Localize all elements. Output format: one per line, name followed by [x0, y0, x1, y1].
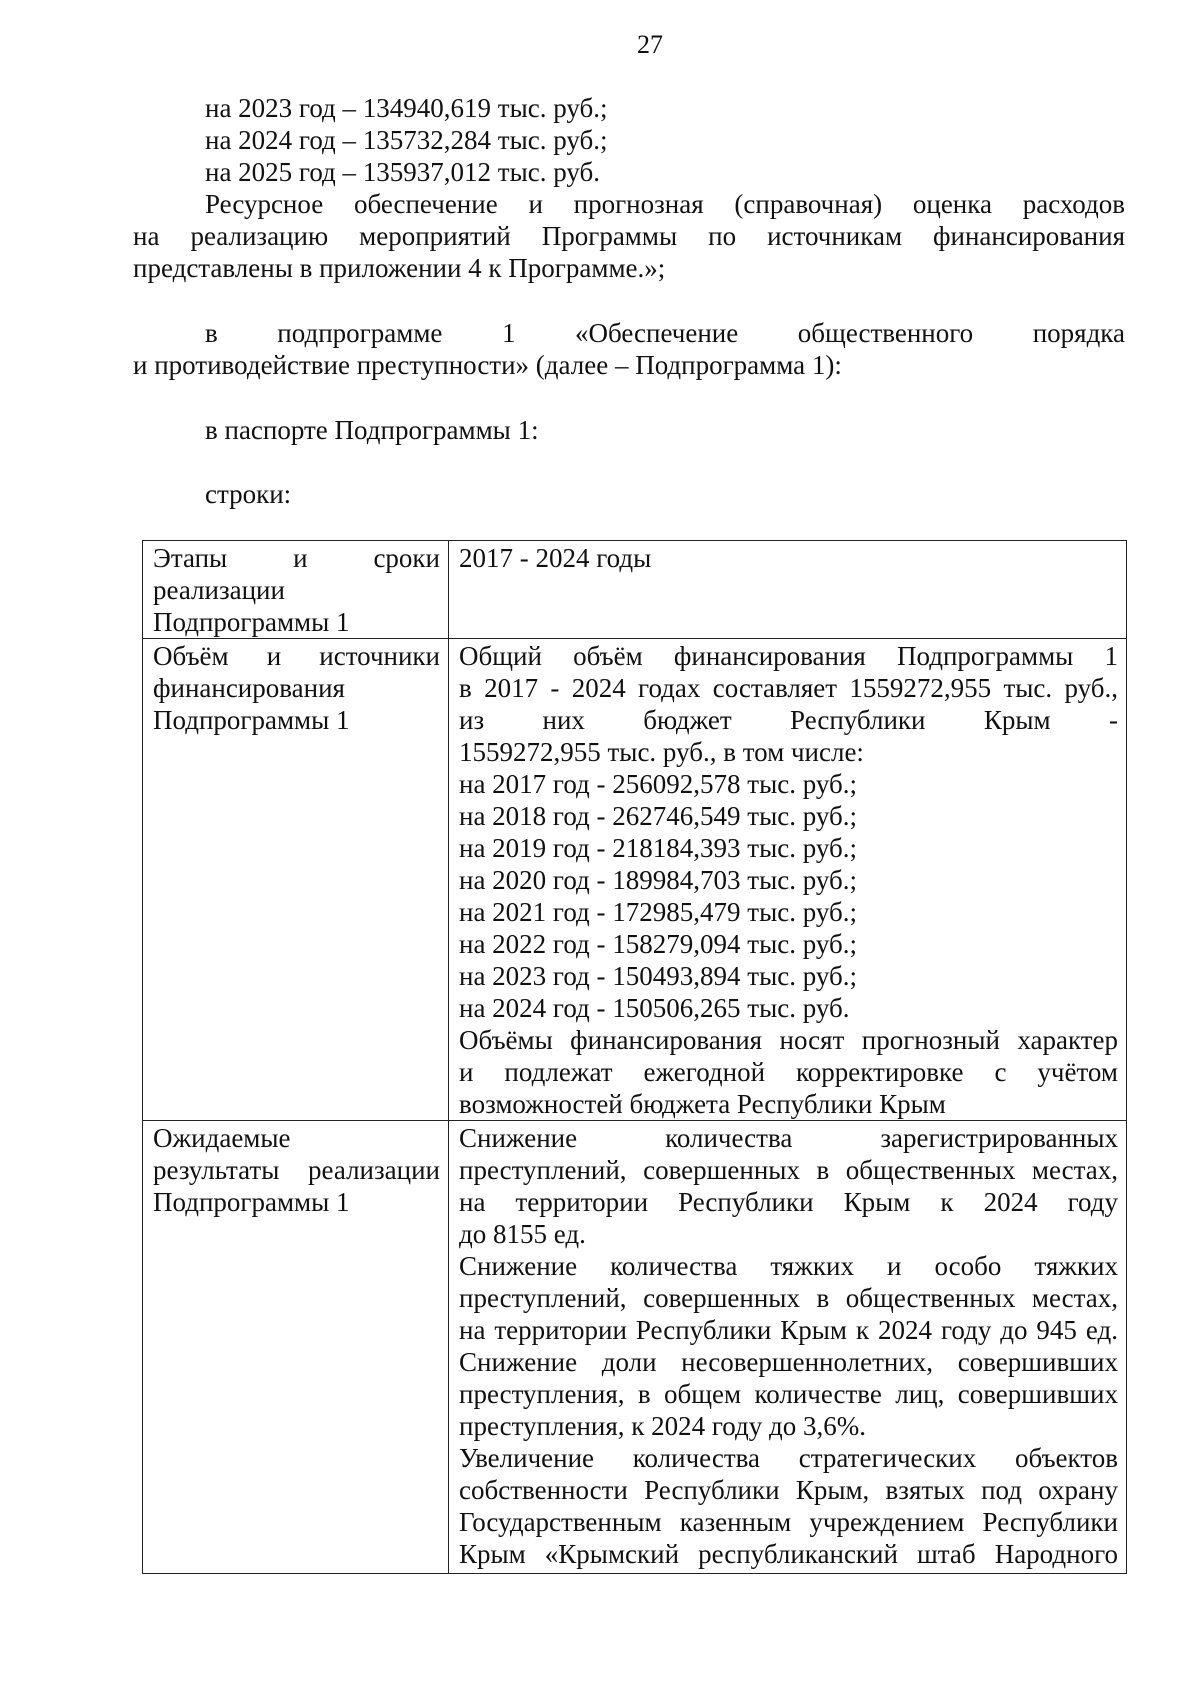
table-row-results	[143, 1121, 1127, 1574]
funding-label-line: Подпрограммы 1	[153, 705, 350, 735]
passport-heading: в паспорте Подпрограммы 1:	[205, 415, 539, 445]
rows-heading: строки:	[205, 479, 292, 509]
results-value-line: собственности Республики Крым, взятых под охрану	[459, 1475, 1118, 1505]
passport-table	[142, 540, 1127, 1574]
results-value-line: Снижение доли несовершеннолетних, совершивших	[459, 1347, 1118, 1377]
results-label-line: Подпрограммы 1	[153, 1187, 350, 1217]
stages-label-line: реализации	[153, 575, 285, 605]
funding-value-line: на 2019 год - 218184,393 тыс. руб.;	[459, 833, 857, 863]
results-value-line: Снижение количества зарегистрированных	[459, 1123, 1118, 1153]
results-value-line: Увеличение количества стратегических объектов	[459, 1443, 1118, 1473]
results-label-line: результаты реализации	[153, 1155, 440, 1185]
funding-label-cell	[143, 639, 449, 1121]
results-value-cell	[449, 1121, 1127, 1574]
amount-line-2023: на 2023 год – 134940,619 тыс. руб.;	[205, 93, 608, 123]
funding-label-line: Объём и источники	[153, 641, 440, 671]
stages-label-line: Этапы и сроки	[153, 543, 440, 573]
table-row-stages	[143, 541, 1127, 639]
funding-value-line: на 2024 год - 150506,265 тыс. руб.	[459, 993, 850, 1023]
funding-value-line: и подлежат ежегодной корректировке с учётом	[459, 1057, 1118, 1087]
funding-value-line: на 2021 год - 172985,479 тыс. руб.;	[459, 897, 857, 927]
funding-label-line: финансирования	[153, 673, 345, 703]
results-value-line: преступлений, совершенных в общественных местах,	[459, 1283, 1118, 1313]
results-value-line: на территории Республики Крым к 2024 году до 945 ед.	[459, 1315, 1118, 1345]
page-number: 27	[637, 30, 663, 59]
funding-value-line: на 2023 год - 150493,894 тыс. руб.;	[459, 961, 857, 991]
stages-value-cell	[449, 541, 1127, 639]
funding-value-line: на 2018 год - 262746,549 тыс. руб.;	[459, 801, 857, 831]
stages-label-cell	[143, 541, 449, 639]
resource-paragraph-line-1: Ресурсное обеспечение и прогнозная (справочная) оценка расходов	[205, 189, 1125, 219]
results-value-line: Государственным казенным учреждением Республики	[459, 1507, 1118, 1537]
stages-value: 2017 - 2024 годы	[459, 543, 652, 573]
funding-value-line: 1559272,955 тыс. руб., в том числе:	[459, 737, 864, 767]
results-value-line: до 8155 ед.	[459, 1219, 586, 1249]
table-row-funding	[143, 639, 1127, 1121]
funding-value-line: на 2017 год - 256092,578 тыс. руб.;	[459, 769, 857, 799]
subprogram-paragraph-line-2: и противодействие преступности» (далее – Подпрограмма 1):	[133, 350, 842, 380]
resource-paragraph-line-3: представлены в приложении 4 к Программе.»;	[133, 253, 666, 283]
results-value-line: преступления, в общем количестве лиц, совершивших	[459, 1379, 1118, 1409]
funding-value-line: Общий объём финансирования Подпрограммы 1	[459, 641, 1118, 671]
results-label-cell	[143, 1121, 449, 1574]
results-value-line: на территории Республики Крым к 2024 году	[459, 1187, 1118, 1217]
amount-line-2025: на 2025 год – 135937,012 тыс. руб.	[205, 157, 600, 187]
amount-line-2024: на 2024 год – 135732,284 тыс. руб.;	[205, 125, 608, 155]
results-value-line: Снижение количества тяжких и особо тяжких	[459, 1251, 1118, 1281]
subprogram-paragraph-line-1: в подпрограмме 1 «Обеспечение общественного порядка	[205, 318, 1125, 348]
funding-value-cell	[449, 639, 1127, 1121]
results-label-line: Ожидаемые	[153, 1123, 291, 1153]
funding-value-line: Объёмы финансирования носят прогнозный характер	[459, 1025, 1118, 1055]
funding-value-line: на 2022 год - 158279,094 тыс. руб.;	[459, 929, 857, 959]
results-value-line: Крым «Крымский республиканский штаб Народного	[459, 1539, 1118, 1569]
funding-value-line: на 2020 год - 189984,703 тыс. руб.;	[459, 865, 857, 895]
funding-value-line: в 2017 - 2024 годах составляет 1559272,955 тыс. руб.,	[459, 673, 1118, 703]
funding-value-line: возможностей бюджета Республики Крым	[459, 1089, 946, 1119]
results-value-line: преступления, к 2024 году до 3,6%.	[459, 1411, 866, 1441]
funding-value-line: из них бюджет Республики Крым -	[459, 705, 1118, 735]
results-value-line: преступлений, совершенных в общественных местах,	[459, 1155, 1118, 1185]
stages-label-line: Подпрограммы 1	[153, 607, 350, 637]
resource-paragraph-line-2: на реализацию мероприятий Программы по источникам финансирования	[133, 221, 1125, 251]
